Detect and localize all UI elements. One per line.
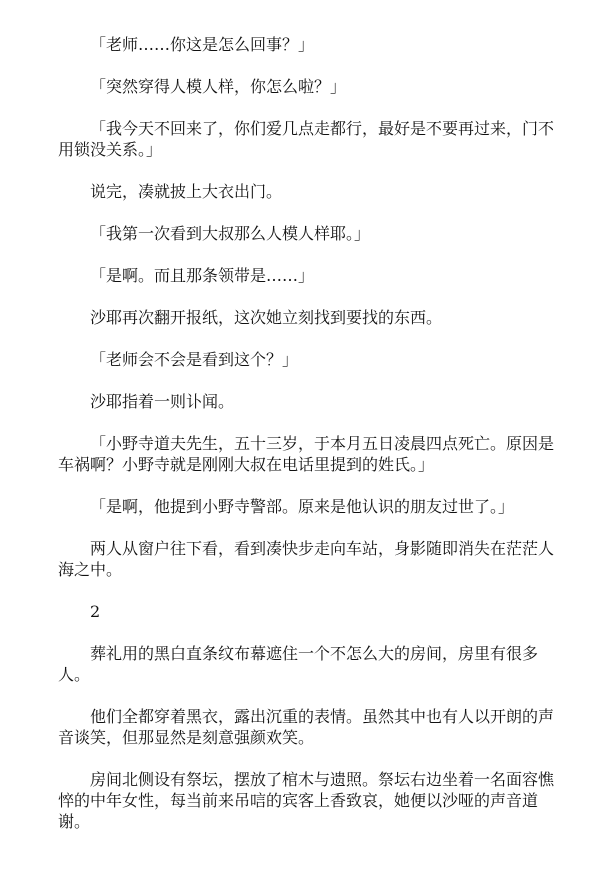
paragraph-10: 「小野寺道夫先生，五十三岁，于本月五日凌晨四点死亡。原因是车祸啊？小野寺就是刚刚大叔在电话里提到的姓氏。」	[58, 434, 555, 474]
paragraph-13: 葬礼用的黑白直条纹布幕遮住一个不怎么大的房间，房里有很多人。	[58, 644, 539, 684]
paragraph-15: 房间北侧设有祭坛，摆放了棺木与遗照。祭坛右边坐着一名面容憔悴的中年女性，每当前来吊唁的宾客上香致哀，她便以沙哑的声音道谢。	[58, 770, 555, 831]
paragraph-12: 两人从窗户往下看，看到凑快步走向车站，身影随即消失在茫茫人海之中。	[58, 539, 555, 579]
paragraph-7: 沙耶再次翻开报纸，这次她立刻找到要找的东西。	[90, 308, 443, 327]
paragraph-9: 沙耶指着一则讣闻。	[90, 392, 235, 411]
paragraph-4: 说完，凑就披上大衣出门。	[90, 182, 283, 201]
paragraph-3: 「我今天不回来了，你们爱几点走都行，最好是不要再过来，门不用锁没关系。」	[58, 119, 555, 159]
paragraph-5: 「我第一次看到大叔那么人模人样耶。」	[90, 224, 371, 243]
paragraph-8: 「老师会不会是看到这个？」	[90, 350, 299, 369]
paragraph-2: 「突然穿得人模人样，你怎么啦？」	[90, 77, 347, 96]
paragraph-11: 「是啊，他提到小野寺警部。原来是他认识的朋友过世了。」	[90, 497, 515, 516]
paragraph-14: 他们全都穿着黑衣，露出沉重的表情。虽然其中也有人以开朗的声音谈笑，但那显然是刻意强颜欢笑。	[58, 707, 555, 747]
paragraph-1: 「老师……你这是怎么回事？」	[90, 35, 315, 54]
section-number: 2	[90, 602, 101, 621]
paragraph-6: 「是啊。而且那条领带是……」	[90, 266, 315, 285]
